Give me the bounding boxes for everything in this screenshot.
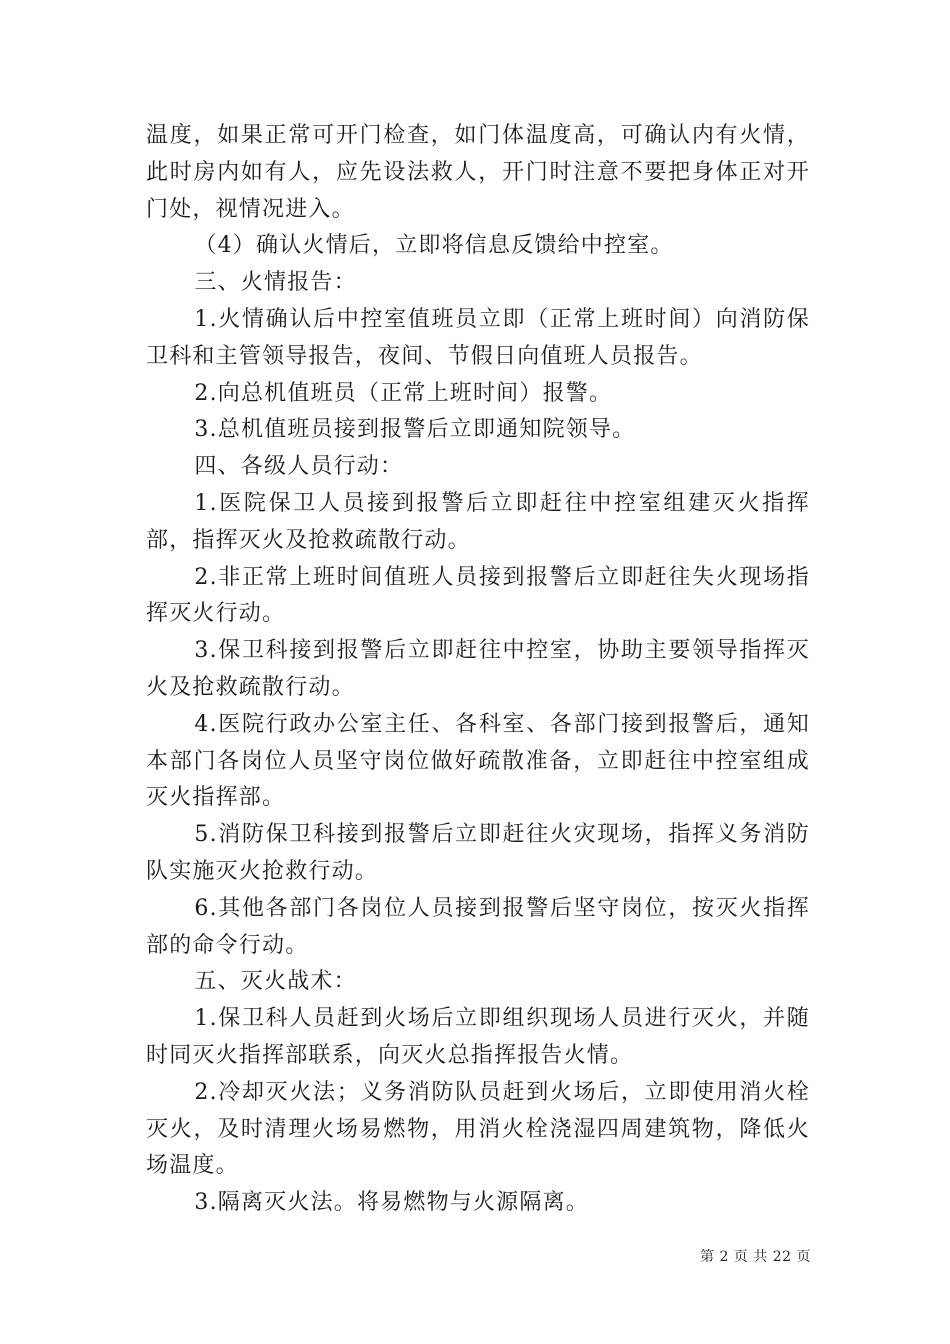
document-body	[146, 118, 810, 1222]
paragraph: 3.总机值班员接到报警后立即通知院领导。	[194, 417, 636, 443]
paragraph: 1.火情确认后中控室值班员立即（正常上班时间）向消防保卫科和主管领导报告，夜间、节假日向值班人员报告。	[146, 306, 810, 369]
paragraph: 5.消防保卫科接到报警后立即赶往火灾现场，指挥义务消防队实施灭火抢救行动。	[146, 822, 810, 884]
paragraph: 2.非正常上班时间值班人员接到报警后立即赶往失火现场指挥灭火行动。	[146, 564, 810, 627]
page-number-footer: 第 2 页 共 22 页	[700, 1249, 811, 1265]
paragraph: 2.冷却灭火法；义务消防队员赶到火场后，立即使用消火栓灭火，及时清理火场易燃物，用消火栓浇湿四周建筑物，降低火场温度。	[146, 1079, 810, 1179]
paragraph: （4）确认火情后，立即将信息反馈给中控室。	[194, 233, 674, 259]
paragraph: 2.向总机值班员（正常上班时间）报警。	[194, 380, 613, 406]
section-heading: 五、灭火战术：	[194, 969, 357, 995]
section-heading: 三、火情报告：	[194, 270, 357, 296]
paragraph: 1.医院保卫人员接到报警后立即赶往中控室组建灭火指挥部，指挥灭火及抢救疏散行动。	[146, 490, 810, 553]
paragraph: 1.保卫科人员赶到火场后立即组织现场人员进行灭火，并随时同灭火指挥部联系，向灭火总指挥报告火情。	[146, 1006, 810, 1068]
paragraph: 3.保卫科接到报警后立即赶往中控室，协助主要领导指挥灭火及抢救疏散行动。	[146, 638, 810, 700]
paragraph: 3.隔离灭火法。将易燃物与火源隔离。	[194, 1190, 589, 1216]
section-heading: 四、各级人员行动：	[194, 454, 404, 480]
paragraph: 6.其他各部门各岗位人员接到报警后坚守岗位，按灭火指挥部的命令行动。	[146, 895, 810, 958]
paragraph: 4.医院行政办公室主任、各科室、各部门接到报警后，通知本部门各岗位人员坚守岗位做好疏散准备，立即赶往中控室组成灭火指挥部。	[146, 711, 810, 811]
paragraph: 温度，如果正常可开门检查，如门体温度高，可确认内有火情，此时房内如有人，应先设法救人，开门时注意不要把身体正对开门处，视情况进入。	[146, 123, 810, 222]
